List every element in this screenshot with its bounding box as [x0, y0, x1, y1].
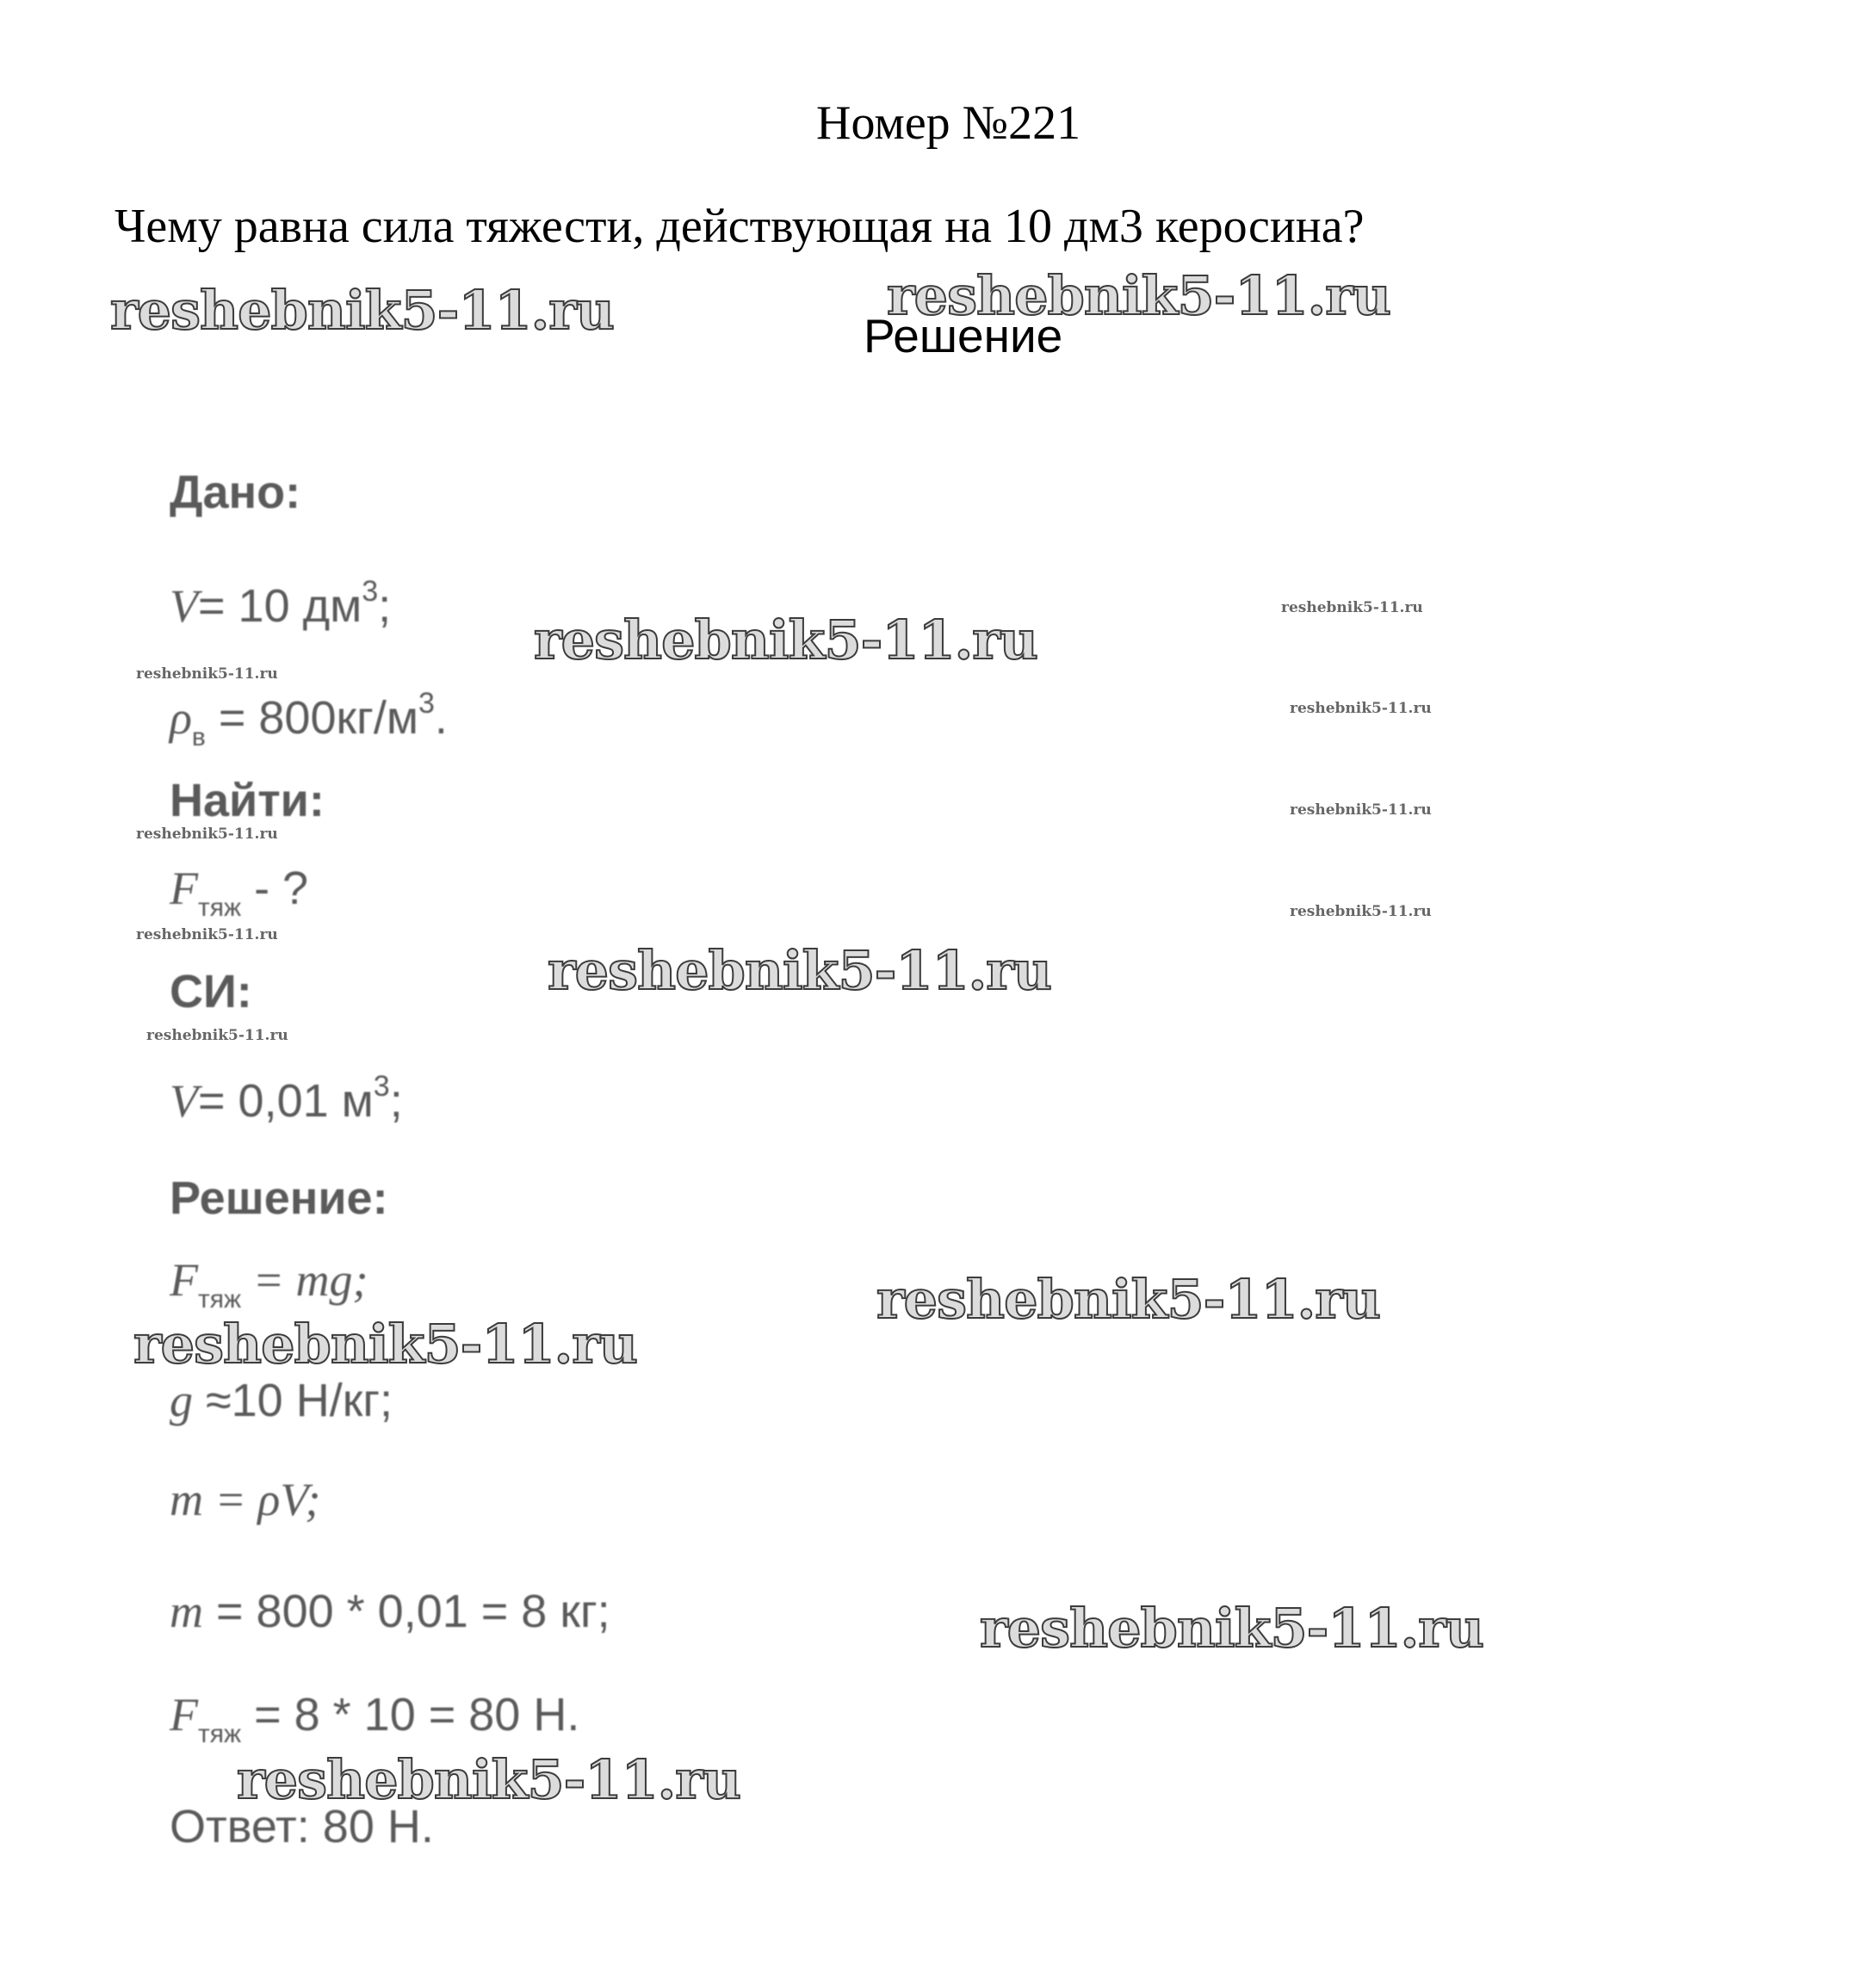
watermark: reshebnik5-11.ru	[887, 264, 1390, 327]
line5-symbol: F	[170, 1689, 198, 1741]
watermark-small: reshebnik5-11.ru	[1290, 700, 1432, 717]
force-symbol: F	[170, 863, 198, 914]
watermark-small: reshebnik5-11.ru	[136, 926, 278, 943]
line3-formula: m = ρV;	[170, 1474, 321, 1525]
watermark: reshebnik5-11.ru	[110, 279, 614, 342]
line1-subscript: тяж	[198, 1285, 242, 1314]
si-volume-symbol: V	[170, 1075, 198, 1127]
watermark-small: reshebnik5-11.ru	[136, 665, 278, 683]
watermark: reshebnik5-11.ru	[548, 939, 1051, 1002]
line5-subscript: тяж	[198, 1720, 242, 1748]
watermark: reshebnik5-11.ru	[133, 1313, 637, 1376]
watermark: reshebnik5-11.ru	[237, 1748, 740, 1811]
si-volume-value: = 0,01 м	[198, 1075, 374, 1127]
line1-symbol: F	[170, 1254, 198, 1306]
line4-symbol: m	[170, 1586, 203, 1637]
volume-symbol: V	[170, 580, 198, 632]
watermark-small: reshebnik5-11.ru	[146, 1027, 288, 1044]
find-force	[170, 861, 308, 936]
force-subscript: тяж	[198, 894, 242, 922]
watermark-small: reshebnik5-11.ru	[1281, 599, 1423, 616]
given-volume	[170, 564, 391, 634]
force-question: - ?	[241, 863, 309, 914]
solution-line-4	[170, 1584, 610, 1639]
density-end: .	[434, 692, 448, 744]
question-text: Чему равна сила тяжести, действующая на 10 дм3 керосина?	[115, 200, 1365, 253]
si-volume-exponent: 3	[373, 1070, 390, 1103]
watermark: reshebnik5-11.ru	[534, 609, 1037, 671]
solution-label: Решение:	[170, 1172, 388, 1224]
watermark-small: reshebnik5-11.ru	[1290, 801, 1432, 819]
density-symbol: ρ	[170, 692, 192, 744]
find-label: Найти:	[170, 775, 325, 826]
answer-line: Ответ: 80 Н.	[170, 1801, 434, 1852]
line1-rest: = mg;	[241, 1254, 368, 1306]
watermark-small: reshebnik5-11.ru	[136, 826, 278, 843]
line5-rest: = 8 * 10 = 80 Н.	[241, 1689, 580, 1741]
given-label: Дано:	[170, 467, 301, 518]
line4-rest: = 800 * 0,01 = 8 кг;	[203, 1586, 610, 1637]
volume-exponent: 3	[362, 575, 379, 608]
volume-end: ;	[378, 580, 392, 632]
solution-line-3	[170, 1472, 320, 1527]
density-subscript: в	[191, 723, 206, 751]
given-density	[170, 676, 448, 765]
watermark: reshebnik5-11.ru	[876, 1268, 1380, 1331]
density-exponent: 3	[418, 687, 435, 720]
solution-heading: Решение	[864, 309, 1063, 362]
si-volume	[170, 1059, 403, 1129]
watermark: reshebnik5-11.ru	[980, 1597, 1483, 1660]
solution-line-2	[170, 1373, 393, 1428]
watermark-small: reshebnik5-11.ru	[1290, 903, 1432, 920]
page-title: Номер №221	[816, 96, 1081, 150]
line2-symbol: g	[170, 1375, 193, 1426]
volume-value: = 10 дм	[198, 580, 362, 632]
density-value: = 800кг/м	[205, 692, 418, 744]
si-label: СИ:	[170, 966, 252, 1017]
line2-rest: ≈10 Н/кг;	[193, 1375, 393, 1426]
si-volume-end: ;	[389, 1075, 403, 1127]
